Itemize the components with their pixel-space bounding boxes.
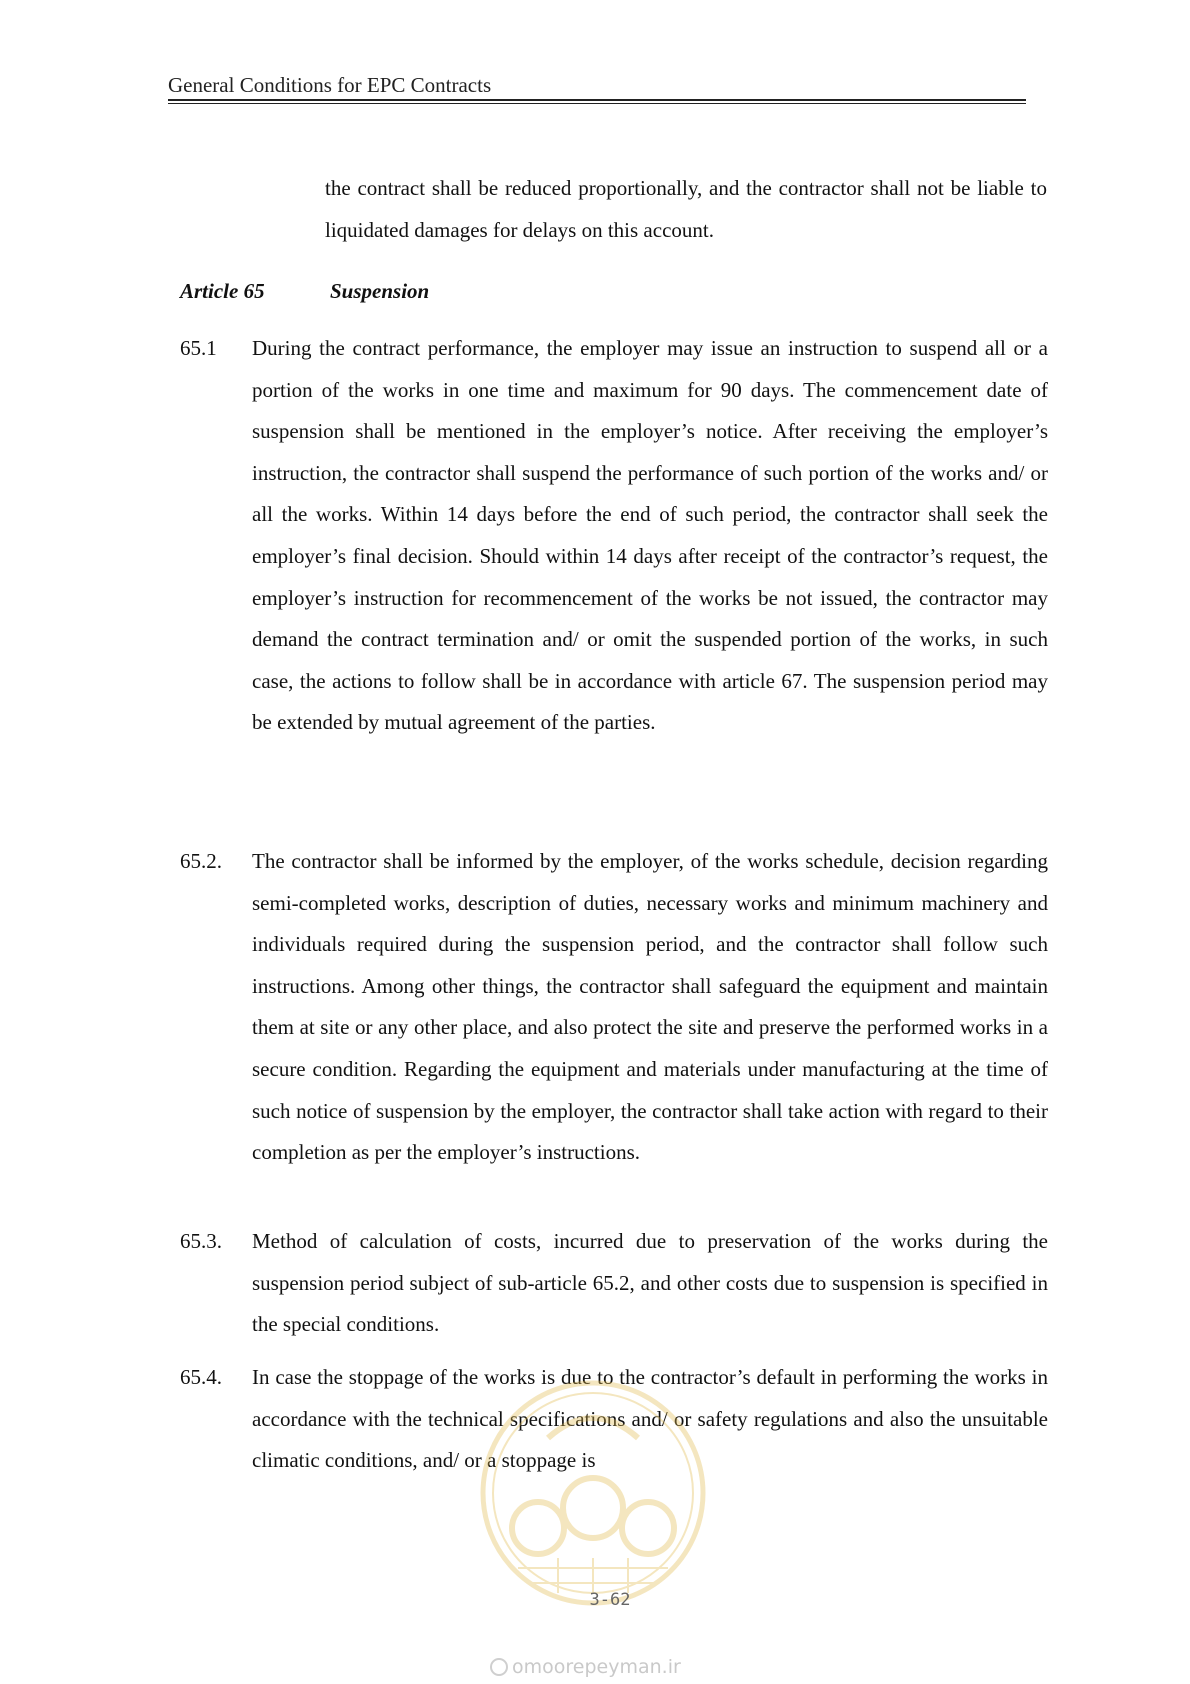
page-number: 3-62 — [589, 1590, 631, 1610]
clause-number: 65.2. — [180, 849, 222, 873]
continuation-paragraph: the contract shall be reduced proportionally, and the contractor shall not be liable to liquidated damages for delays on this account. — [325, 176, 1047, 242]
clause-text: In case the stoppage of the works is due to the contractor’s default in performing the works in accordance with the technical specifications and/ or safety regulations and also the unsuitable climatic conditions, and/ or a stoppage is — [252, 1365, 1048, 1473]
clause-number: 65.4. — [180, 1365, 222, 1389]
article-number: Article 65 — [180, 279, 265, 303]
clause-text: During the contract performance, the employer may issue an instruction to suspend all or a portion of the works in one time and maximum for 90 days. The commencement date of suspension shall be mentioned in the employer’s notice. After receiving the employer’s instruction, the contractor shall suspend the performance of such portion of the works and/ or all the works. Within 14 days before the end of such period, the contractor shall seek the employer’s final decision. Should within 14 days after receipt of the contractor’s request, the employer’s instruction for recommencement of the works be not issued, the contractor may demand the contract termination and/ or omit the suspended portion of the works, in such case, the actions to follow shall be in accordance with article 67. The suspension period may be extended by mutual agreement of the parties. — [252, 336, 1048, 735]
clause-number: 65.3. — [180, 1229, 222, 1253]
watermark-seal-icon — [478, 1378, 708, 1608]
clause-text: Method of calculation of costs, incurred due to preservation of the works during the suspension period subject of sub-article 65.2, and other costs due to suspension is specified in the special conditions. — [252, 1229, 1048, 1337]
header-title: General Conditions for EPC Contracts — [168, 73, 492, 97]
globe-icon — [490, 1658, 508, 1676]
watermark-label: omoorepeyman.ir — [512, 1656, 681, 1678]
header-rule-thick — [168, 99, 1026, 101]
watermark-text — [490, 1656, 710, 1678]
clause-number: 65.1 — [180, 336, 217, 360]
clause-text: The contractor shall be informed by the employer, of the works schedule, decision regarding semi-completed works, description of duties, necessary works and minimum machinery and individuals required during the suspension period, and the contractor shall follow such instructions. Among other things, the contractor shall safeguard the equipment and maintain them at site or any other place, and also protect the site and preserve the performed works in a secure condition. Regarding the equipment and materials under manufacturing at the time of such notice of suspension by the employer, the contractor shall take action with regard to their completion as per the employer’s instructions. — [252, 849, 1048, 1165]
header-rule-thin — [168, 103, 1026, 104]
article-heading — [180, 279, 430, 304]
article-title: Suspension — [330, 279, 430, 303]
